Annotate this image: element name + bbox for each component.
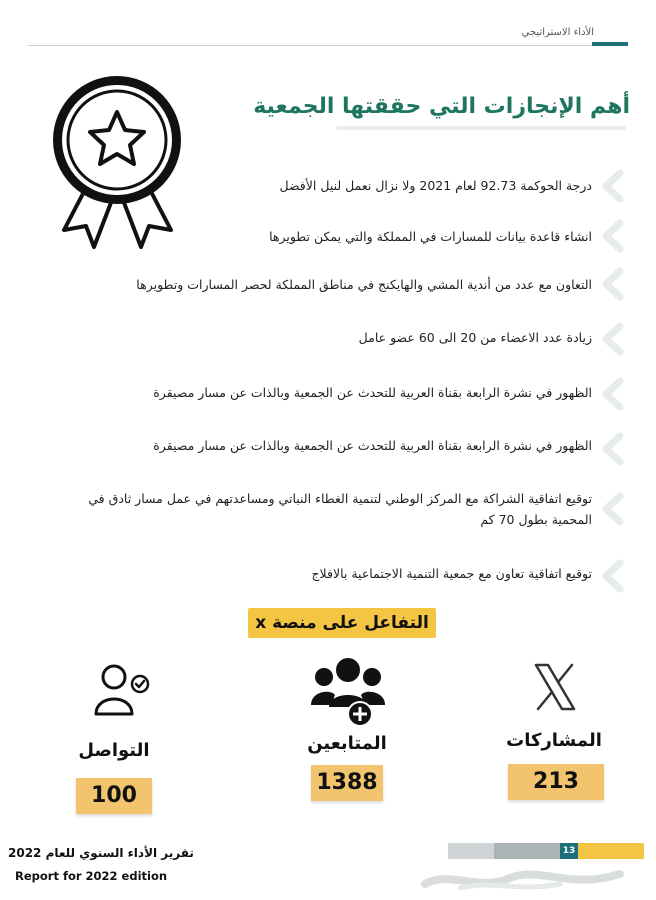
stat-value-box — [508, 764, 604, 800]
achievement-text: زيادة عدد الاعضاء من 20 الى 60 عضو عامل — [358, 330, 592, 345]
chevron-left-icon — [596, 322, 630, 356]
stat-label: المتابعين — [307, 733, 387, 754]
chevron-left-icon — [596, 377, 630, 411]
stat-value: 100 — [91, 783, 137, 808]
achievement-item — [16, 557, 656, 597]
engagement-banner — [248, 608, 436, 638]
engagement-title: التفاعل على منصة x — [255, 613, 429, 633]
stat-value: 1388 — [316, 770, 378, 795]
page-title: أهم الإنجازات التي حققتها الجمعية — [253, 94, 630, 119]
chevron-left-icon — [596, 267, 630, 301]
report-title-arabic: تقرير الأداء السنوي للعام 2022 — [8, 846, 194, 860]
stat-value: 213 — [533, 769, 579, 794]
achievement-text: انشاء قاعدة بيانات للمسارات في المملكة والتي يمكن تطويرها — [269, 229, 592, 244]
achievement-item — [16, 490, 656, 540]
achievement-text: التعاون مع عدد من أندية المشي والهايكنج في مناطق المملكة لحصر المسارات وتطويرها — [136, 277, 592, 292]
user-check-icon — [92, 662, 152, 718]
chevron-left-icon — [596, 559, 630, 593]
chevron-left-icon — [596, 492, 630, 526]
footer-strip-dark — [494, 843, 560, 859]
stat-label: المشاركات — [506, 730, 602, 751]
achievement-text: الظهور في نشرة الرابعة بقناة العربية للتحدث عن الجمعية وبالذات عن مسار مصيقرة — [153, 385, 592, 400]
header-accent-bar — [592, 42, 628, 46]
achievement-item — [16, 217, 656, 257]
stat-value-box — [76, 778, 152, 814]
watermark-logo-icon — [420, 862, 630, 894]
achievement-text: توقيع اتفاقية تعاون مع جمعية التنمية الاجتماعية بالافلاج — [311, 566, 592, 581]
achievement-text: توقيع اتفاقية الشراكة مع المركز الوطني لتنمية الغطاء النباتي ومساعدتهم في عمل مسار ثادق في المحمية بطول 70 كم — [88, 491, 592, 527]
achievement-item — [16, 320, 656, 360]
chevron-left-icon — [596, 219, 630, 253]
chevron-left-icon — [596, 169, 630, 203]
achievement-item — [16, 265, 656, 305]
achievement-text: الظهور في نشرة الرابعة بقناة العربية للتحدث عن الجمعية وبالذات عن مسار مصيقرة — [153, 438, 592, 453]
chevron-left-icon — [596, 432, 630, 466]
x-logo-icon — [532, 662, 578, 712]
achievement-item — [16, 375, 656, 415]
section-header: الأداء الاستراتيجي — [521, 27, 594, 38]
stat-value-box — [311, 765, 383, 801]
page-number: 13 — [560, 843, 578, 859]
achievement-text: درجة الحوكمة 92.73 لعام 2021 ولا نزال نعمل لنيل الأفضل — [279, 178, 592, 193]
achievement-item — [16, 167, 656, 207]
footer-yellow-block — [578, 843, 644, 859]
header-divider — [28, 45, 626, 46]
stat-label: التواصل — [78, 740, 150, 761]
achievement-item — [16, 430, 656, 470]
title-underline — [336, 126, 626, 130]
report-title-english: Report for 2022 edition — [15, 869, 168, 883]
add-followers-icon — [309, 655, 387, 727]
